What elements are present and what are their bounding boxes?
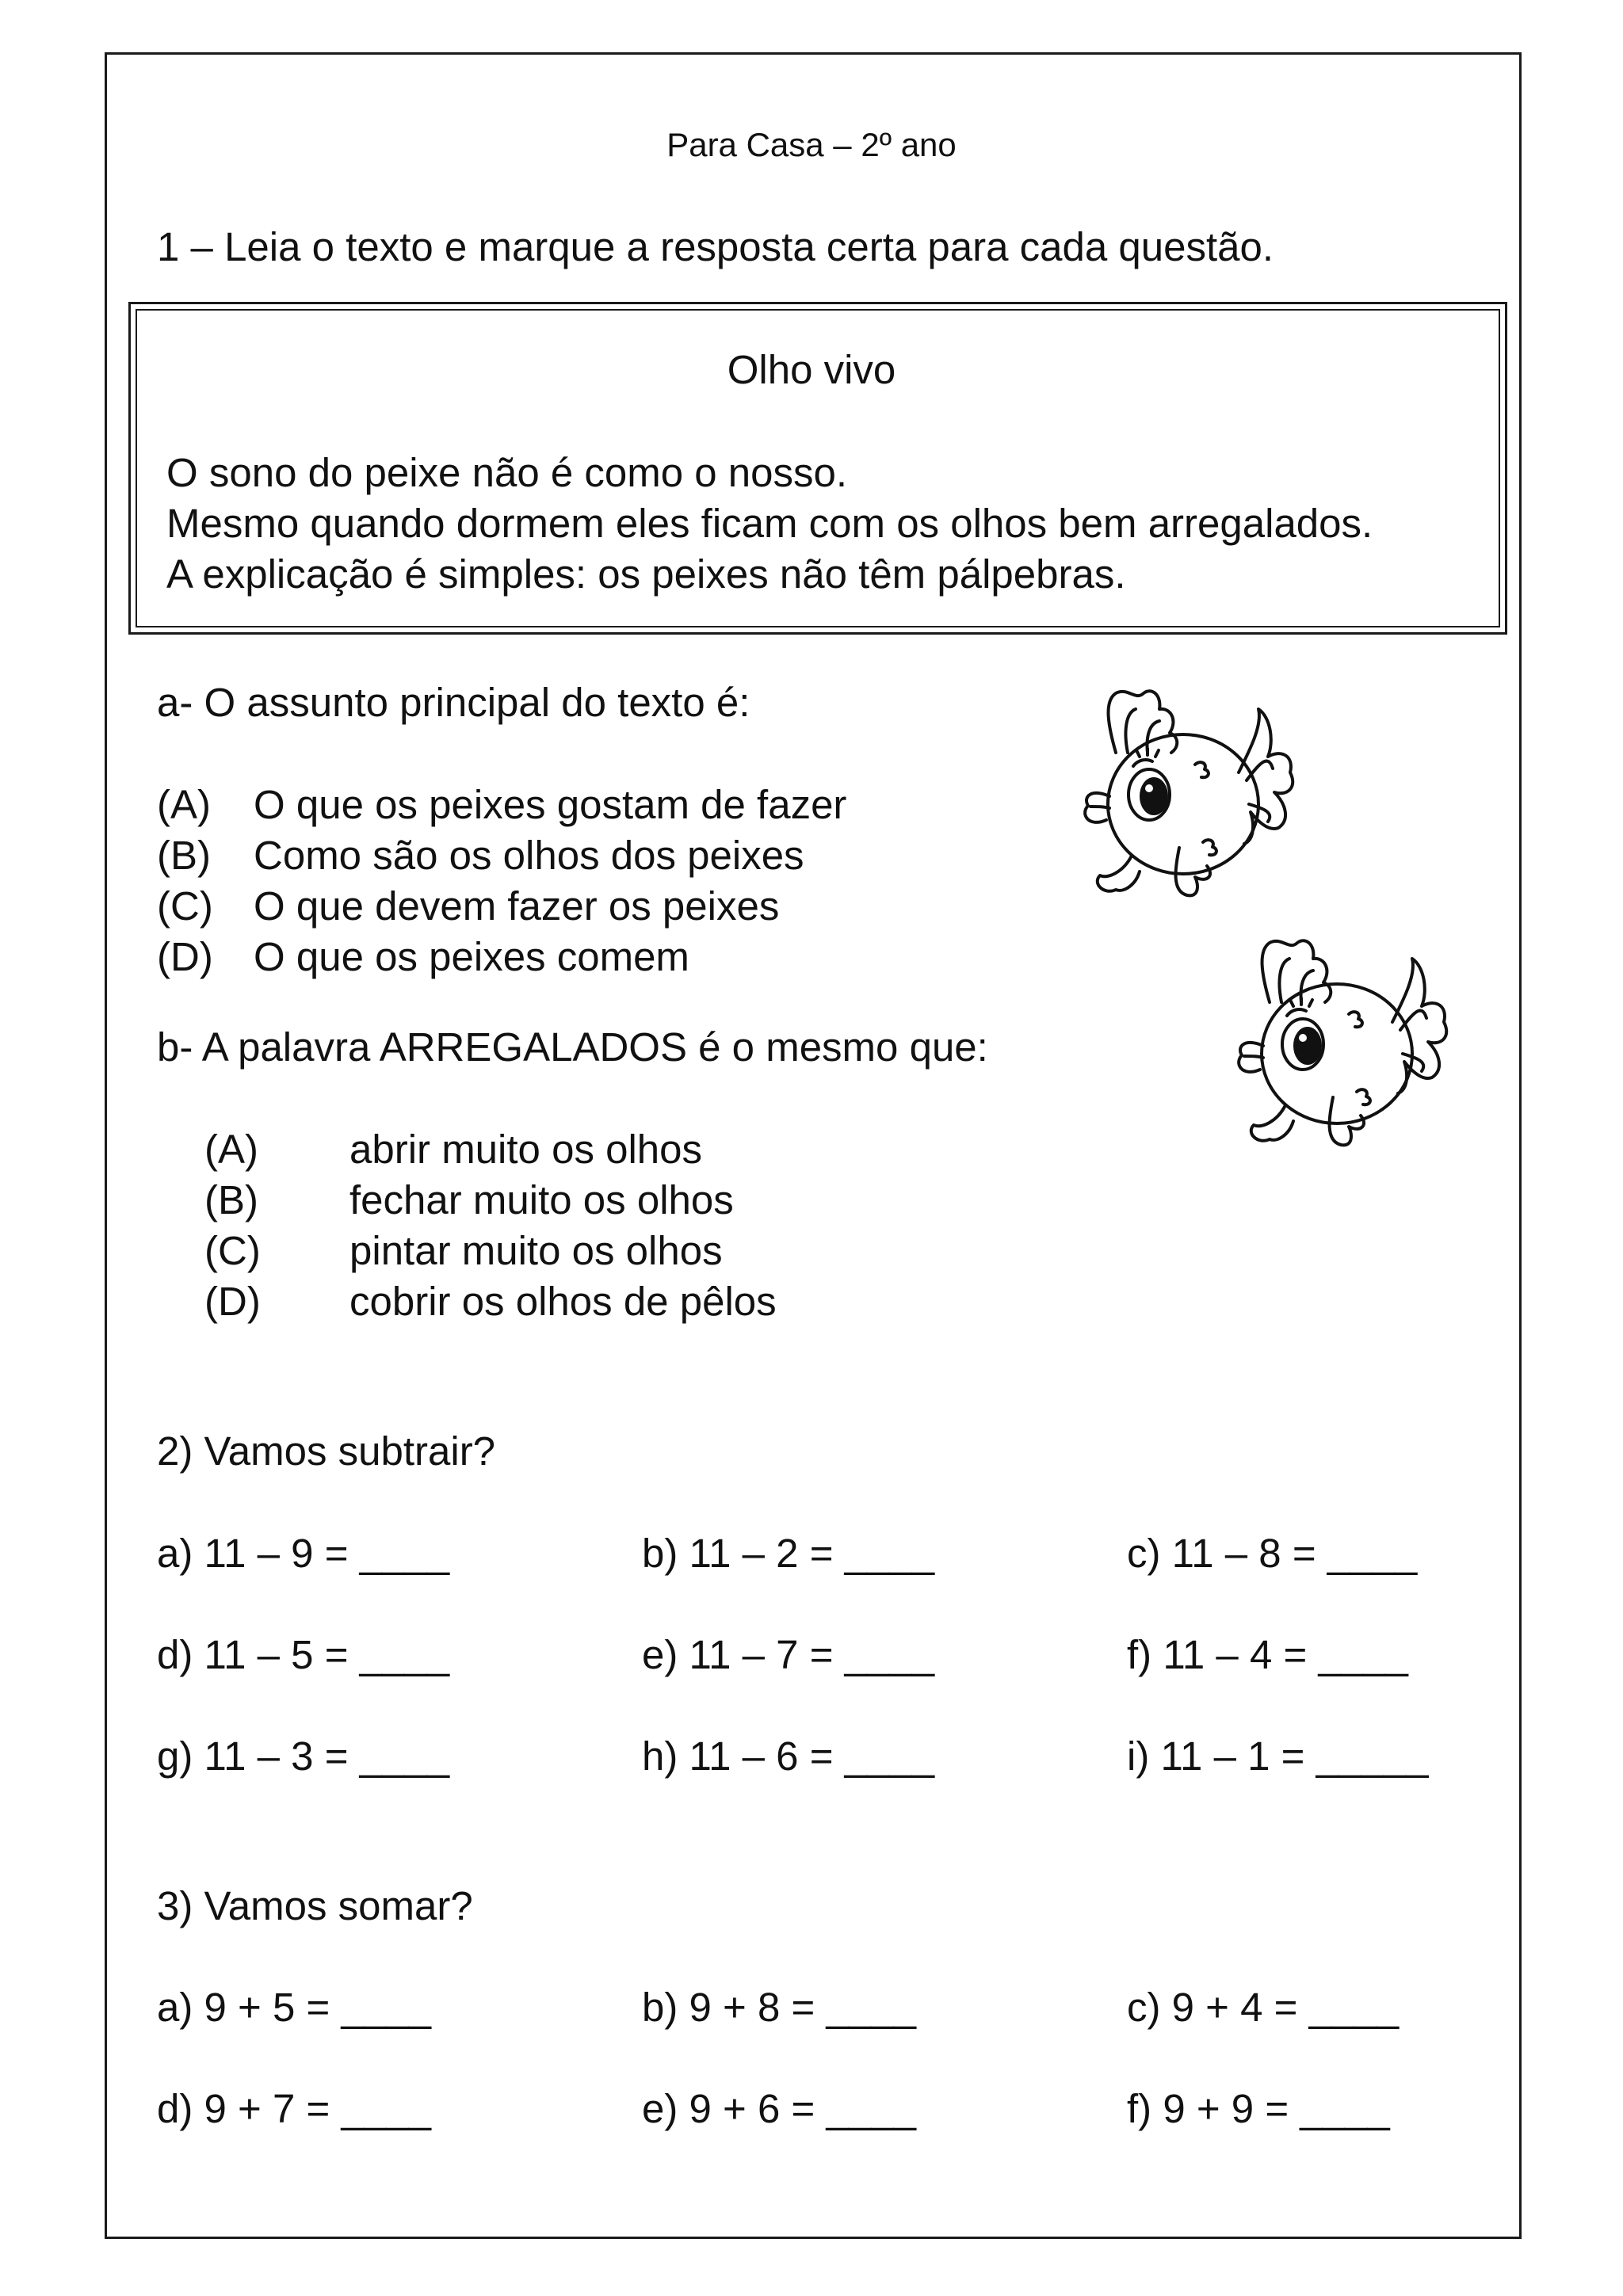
page-header: Para Casa – 2º ano <box>666 126 957 163</box>
exercise-item: c) 11 – 8 = ____ <box>1127 1531 1418 1576</box>
option-text: O que devem fazer os peixes <box>254 883 780 929</box>
question-1-prompt: 1 – Leia o texto e marque a resposta certa para cada questão. <box>157 224 1274 269</box>
question-3-title: 3) Vamos somar? <box>157 1883 473 1928</box>
option-text: pintar muito os olhos <box>349 1228 723 1273</box>
exercise-item: i) 11 – 1 = _____ <box>1127 1733 1429 1779</box>
exercise-item: d) 11 – 5 = ____ <box>157 1632 450 1677</box>
option-text: fechar muito os olhos <box>349 1177 734 1222</box>
option-letter: (B) <box>157 833 211 878</box>
reading-line: A explicação é simples: os peixes não têm pálpebras. <box>166 551 1126 597</box>
reading-line: Mesmo quando dormem eles ficam com os olhos bem arregalados. <box>166 501 1373 546</box>
option-letter: (A) <box>157 782 211 827</box>
option-letter: (D) <box>204 1279 261 1324</box>
option-text: O que os peixes comem <box>254 934 689 979</box>
option-letter: (A) <box>204 1127 258 1172</box>
option-text: abrir muito os olhos <box>349 1127 703 1172</box>
question-b: b- A palavra ARREGALADOS é o mesmo que: <box>157 1024 988 1070</box>
exercise-item: g) 11 – 3 = ____ <box>157 1733 450 1779</box>
option-letter: (C) <box>204 1228 261 1273</box>
question-a: a- O assunto principal do texto é: <box>157 680 750 725</box>
option-text: O que os peixes gostam de fazer <box>254 782 847 827</box>
option-text: cobrir os olhos de pêlos <box>349 1279 777 1324</box>
exercise-item: b) 11 – 2 = ____ <box>642 1531 935 1576</box>
fish-icon <box>1214 927 1460 1180</box>
reading-title: Olho vivo <box>727 347 896 392</box>
exercise-item: a) 11 – 9 = ____ <box>157 1531 450 1576</box>
question-2-title: 2) Vamos subtrair? <box>157 1428 496 1474</box>
exercise-item: a) 9 + 5 = ____ <box>157 1985 431 2030</box>
exercise-item: d) 9 + 7 = ____ <box>157 2086 431 2131</box>
exercise-item: e) 11 – 7 = ____ <box>642 1632 935 1677</box>
reading-line: O sono do peixe não é como o nosso. <box>166 450 848 495</box>
exercise-item: f) 11 – 4 = ____ <box>1127 1632 1408 1677</box>
option-letter: (B) <box>204 1177 258 1222</box>
exercise-item: h) 11 – 6 = ____ <box>642 1733 935 1779</box>
option-text: Como são os olhos dos peixes <box>254 833 804 878</box>
option-letter: (D) <box>157 934 213 979</box>
exercise-item: f) 9 + 9 = ____ <box>1127 2086 1390 2131</box>
fish-icon <box>1060 677 1306 931</box>
exercise-item: e) 9 + 6 = ____ <box>642 2086 916 2131</box>
option-letter: (C) <box>157 883 213 929</box>
exercise-item: b) 9 + 8 = ____ <box>642 1985 916 2030</box>
exercise-item: c) 9 + 4 = ____ <box>1127 1985 1400 2030</box>
